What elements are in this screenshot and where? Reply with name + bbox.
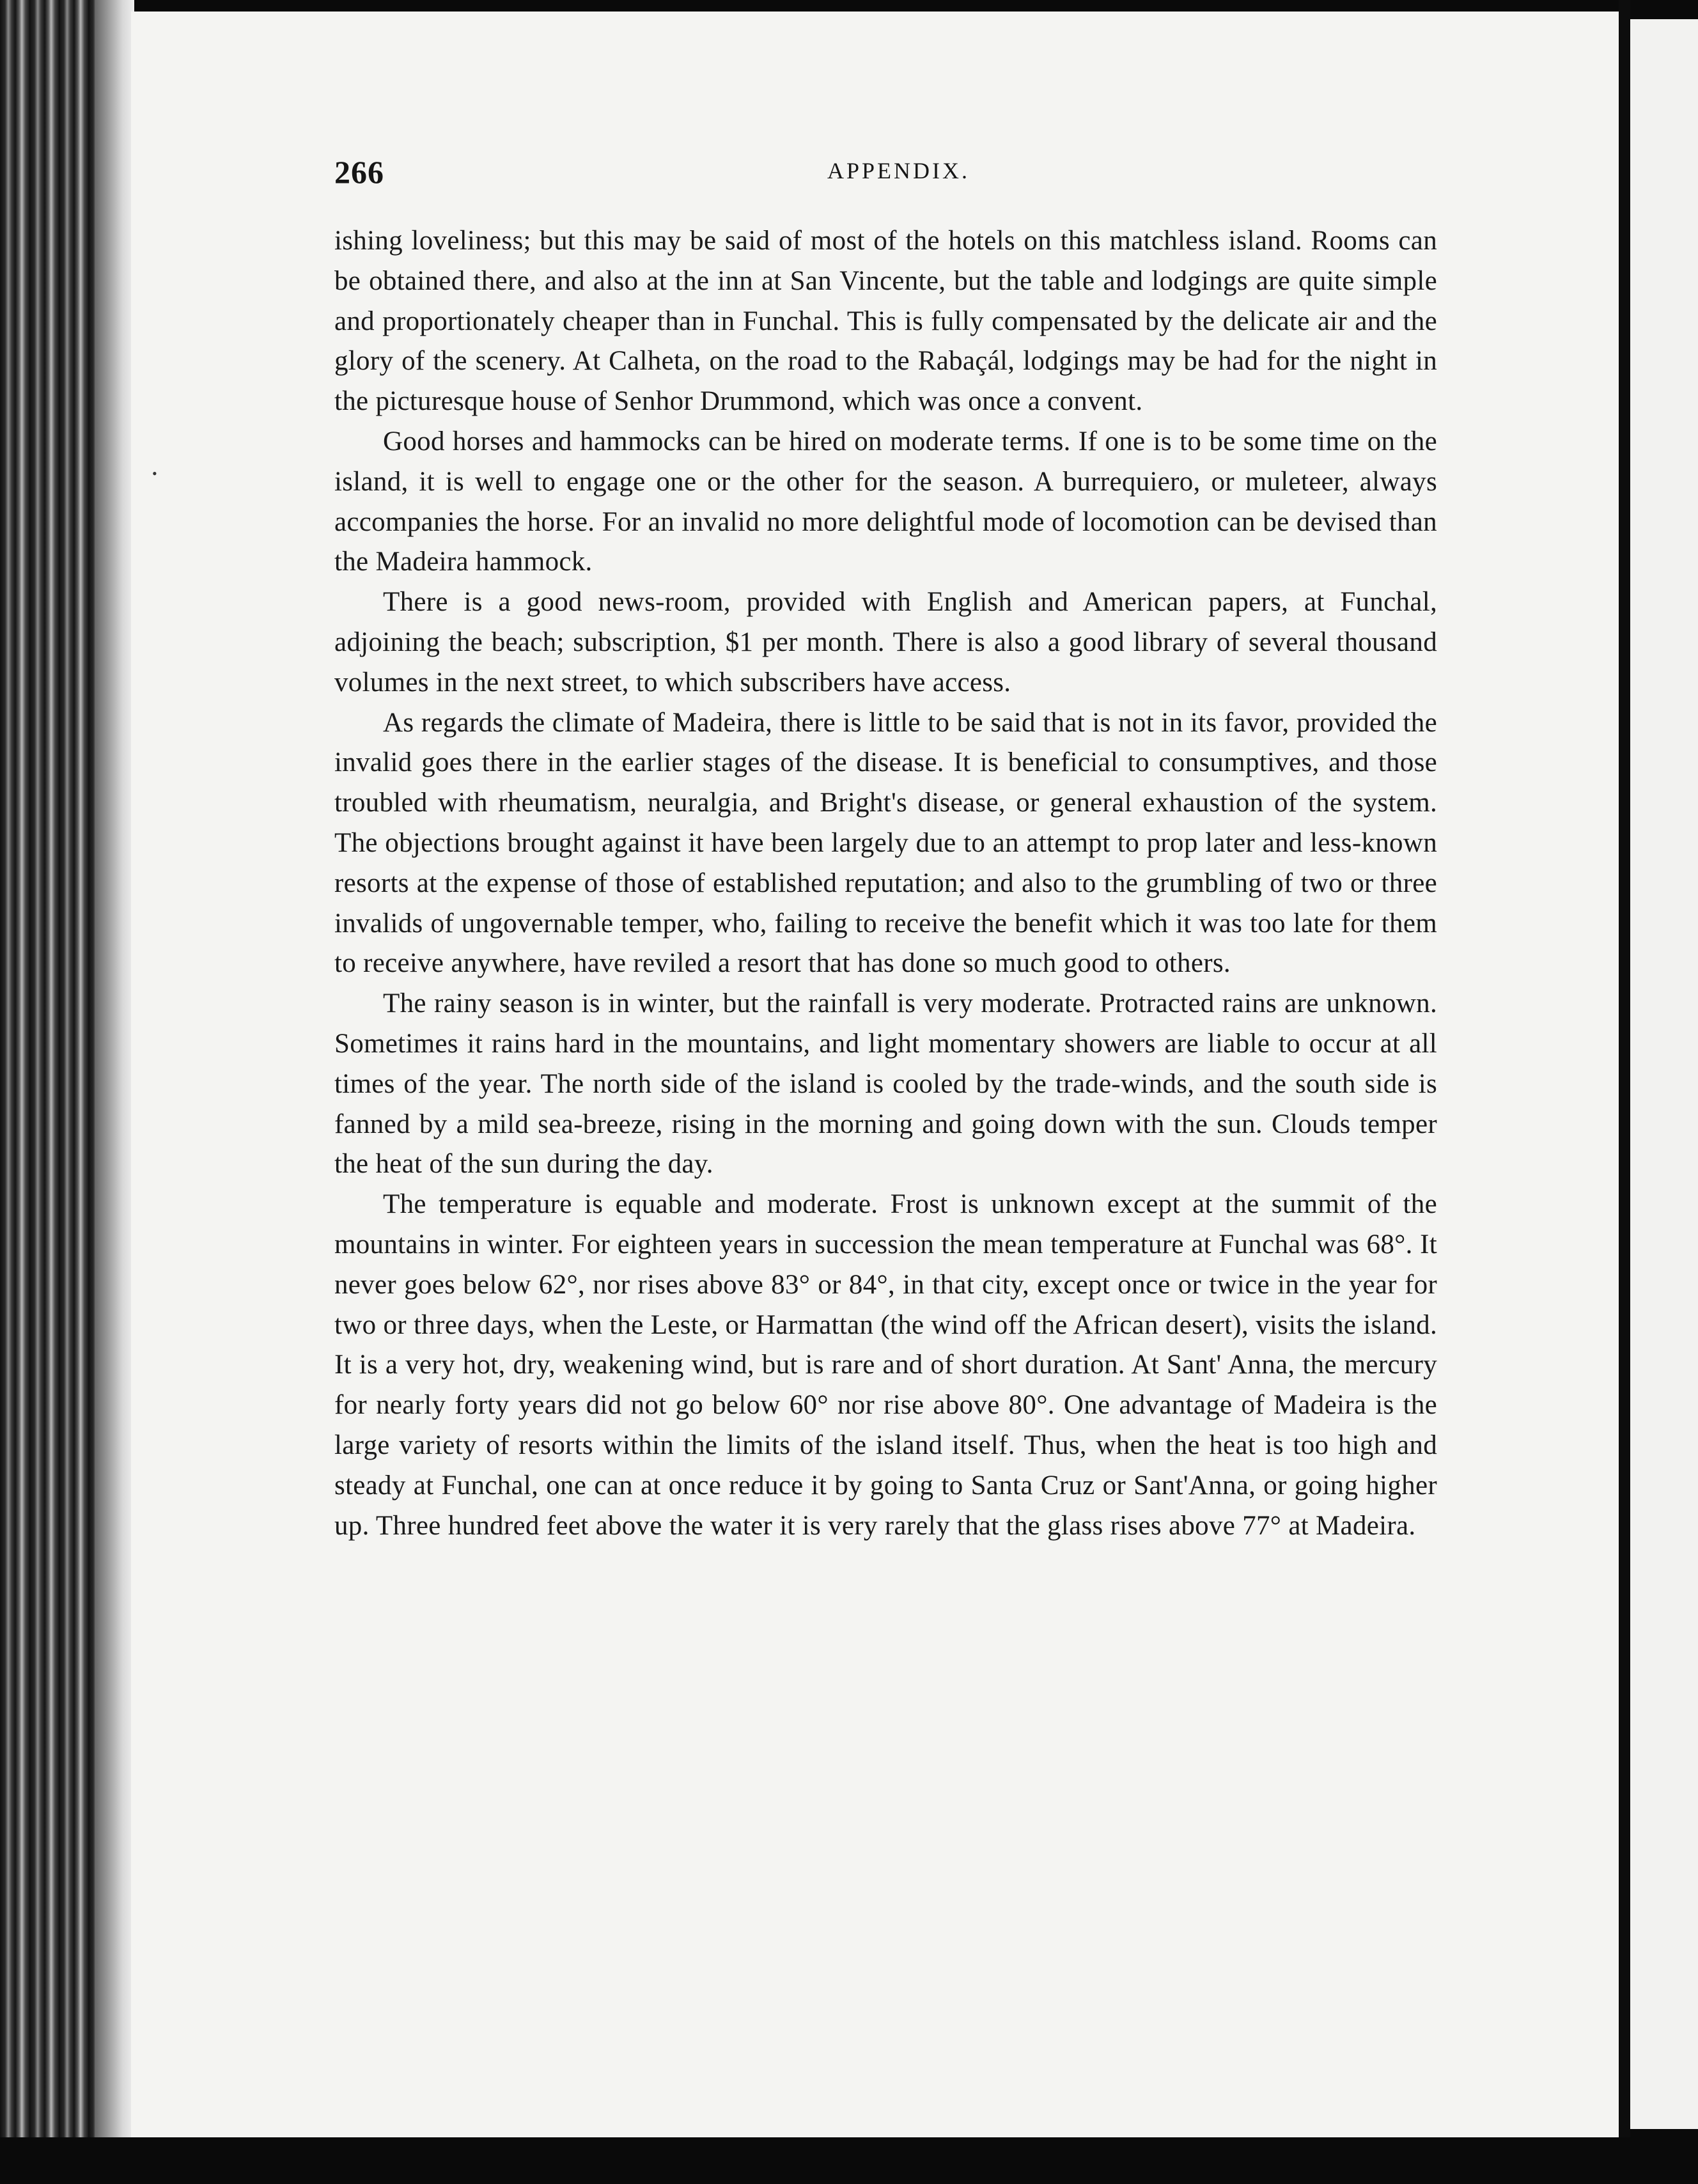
page-edge-divider	[1619, 0, 1630, 2184]
paragraph-continued: ishing loveliness; but this may be said of most of the hotels on this matchless island. Rooms can be obtained there, and also at the inn at San Vincente, but the table and lodgings are quite simple and proportionately cheaper than in Funchal. This is fully compensated by the delicate air and the glory of the scenery. At Calheta, on the road to the Rabaçál, lodgings may be had for the night in the picturesque house of Senhor Drummond, which was once a convent.	[334, 226, 1437, 417]
paragraph-temperature: The temperature is equable and moderate. Frost is unknown except at the summit of the mountains in winter. For eighteen years in succession the mean temperature at Funchal was 68°. It never goes below 62°, nor rises above 83° or 84°, in that city, except once or twice in the year for two or three days, when the Leste, or Harmattan (the wind off the African desert), visits the island. It is a very hot, dry, weakening wind, but is rare and of short duration. At Sant' Anna, the mercury for nearly forty years did not go below 60° nor rise above 80°. One advantage of Madeira is the large variety of resorts within the limits of the island itself. Thus, when the heat is too high and steady at Funchal, one can at once reduce it by going to Santa Cruz or Sant'Anna, or going higher up. Three hundred feet above the water it is very rarely that the glass rises above 77° at Madeira.	[334, 1189, 1437, 1541]
margin-speck: •	[152, 465, 157, 481]
body-text	[334, 221, 1437, 1546]
facing-page	[1630, 19, 1698, 2129]
running-head: APPENDIX.	[827, 158, 970, 183]
paragraph-climate: As regards the climate of Madeira, there is little to be said that is not in its favor, provided the invalid goes there in the earlier stages of the disease. It is beneficial to consumptives, and those troubled with rheumatism, neuralgia, and Bright's disease, or general exhaustion of the system. The objections brought against it have been largely due to an attempt to prop later and less-known resorts at the expense of those of established reputation; and also to the grumbling of two or three invalids of ungovernable temper, who, failing to receive the benefit which it was too late for them to receive anywhere, have reviled a resort that has done so much good to others.	[334, 707, 1437, 979]
paragraph-rainy-season: The rainy season is in winter, but the rainfall is very moderate. Protracted rains are unknown. Sometimes it rains hard in the mountains, and light momentary showers are liable to occur at all times of the year. The north side of the island is cooled by the trade-winds, and the south side is fanned by a mild sea-breeze, rising in the morning and going down with the sun. Clouds temper the heat of the sun during the day.	[334, 988, 1437, 1180]
page-header	[334, 153, 1437, 198]
page-number: 266	[334, 154, 384, 190]
paragraph-news-room: There is a good news-room, provided with English and American papers, at Funchal, adjoining the beach; subscription, $1 per month. There is also a good library of several thousand volumes in the next street, to which subscribers have access.	[334, 587, 1437, 698]
scan-bottom-border	[0, 2137, 1698, 2184]
paragraph-horses: Good horses and hammocks can be hired on moderate terms. If one is to be some time on the island, it is well to engage one or the other for the season. A burrequiero, or muleteer, always accompanies the horse. For an invalid no more delightful mode of locomotion can be devised than the Madeira hammock.	[334, 426, 1437, 577]
page-gutter-shadow	[96, 0, 134, 2184]
